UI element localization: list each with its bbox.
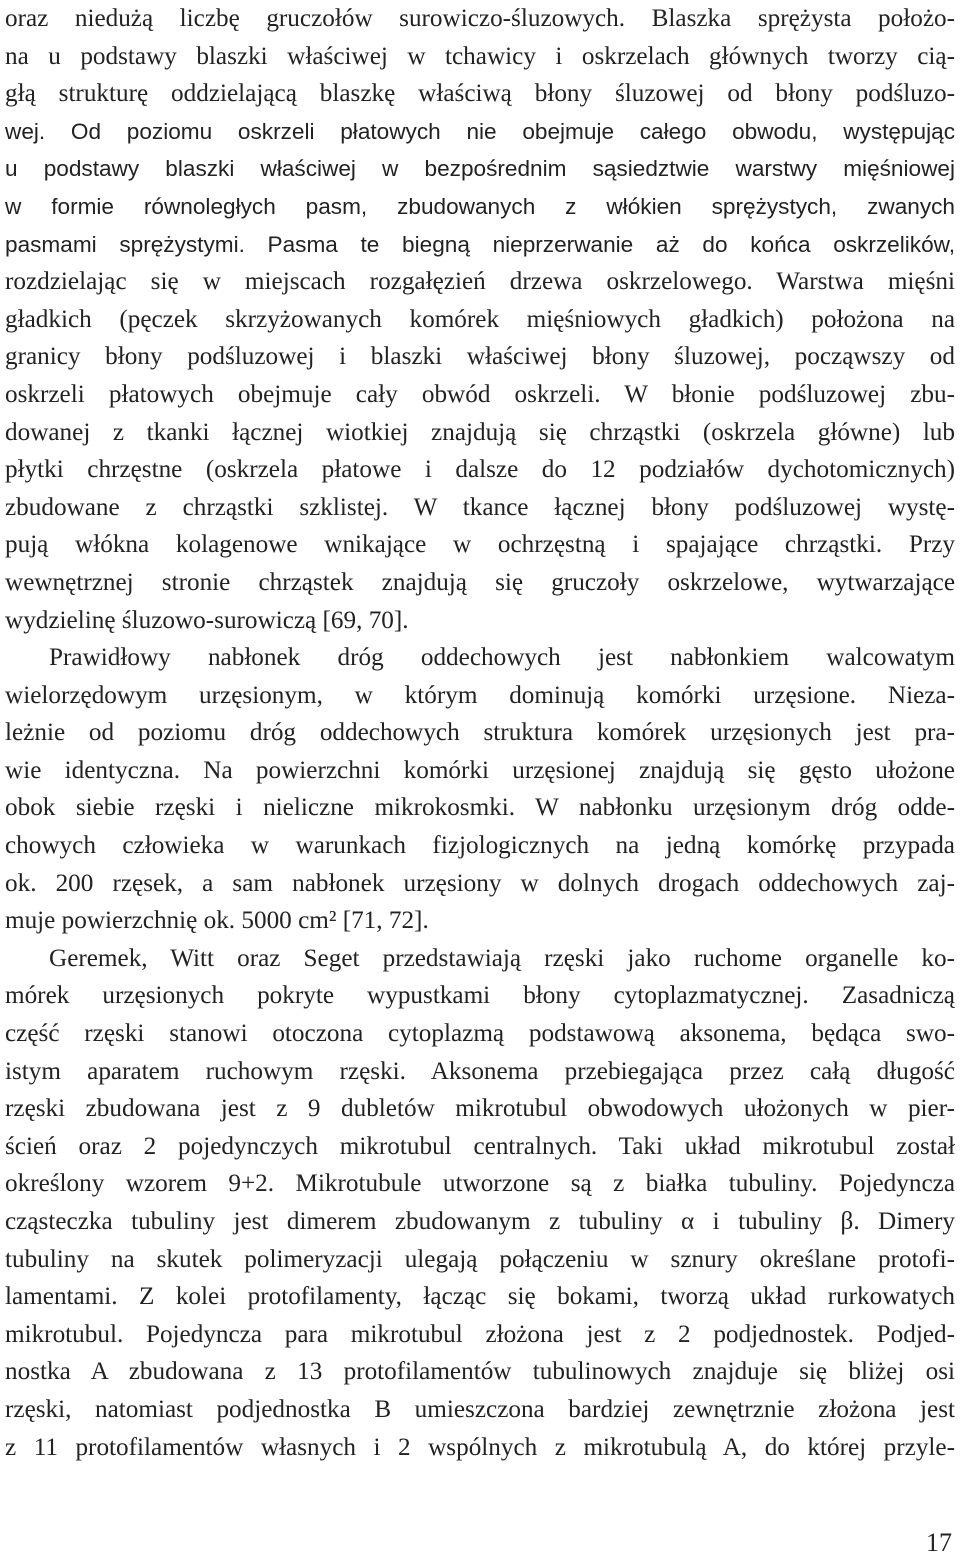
paragraph-1 [5, 0, 955, 639]
page-number: 17 [926, 1528, 952, 1557]
text-line: u podstawy blaszki właściwej w bezpośrednim sąsiedztwie warstwy mięśniowej [5, 156, 955, 182]
text-line: rzęski zbudowana jest z 9 dubletów mikrotubul obwodowych ułożonych w pier- [5, 1095, 955, 1123]
text-line: ok. 200 rzęsek, a sam nabłonek urzęsiony w dolnych drogach oddechowych zaj- [5, 869, 955, 897]
paragraph-2 [5, 639, 955, 940]
text-line: Geremek, Witt oraz Seget przedstawiają rzęski jako ruchome organelle ko- [49, 944, 955, 972]
text-line: głą strukturę oddzielającą blaszkę właściwą błony śluzowej od błony podśluzo- [5, 80, 955, 108]
text-line: nostka A zbudowana z 13 protofilamentów tubulinowych znajduje się bliżej osi [5, 1358, 955, 1386]
text-line: z 11 protofilamentów własnych i 2 wspólnych z mikrotubulą A, do której przyle- [5, 1433, 955, 1461]
paragraph-3 [5, 940, 955, 1466]
text-line: oraz niedużą liczbę gruczołów surowiczo-śluzowych. Blaszka sprężysta położo- [5, 5, 955, 32]
text-line: wewnętrznej stronie chrząstek znajdują się gruczoły oskrzelowe, wytwarzające [5, 568, 955, 596]
text-line: na u podstawy blaszki właściwej w tchawicy i oskrzelach głównych tworzy cią- [5, 42, 955, 70]
text-line: określony wzorem 9+2. Mikrotubule utworzone są z białka tubuliny. Pojedyncza [5, 1170, 955, 1198]
text-line: wydzielinę śluzowo-surowiczą [69, 70]. [5, 606, 409, 634]
text-line: mikrotubul. Pojedyncza para mikrotubul złożona jest z 2 podjednostek. Podjed- [5, 1320, 955, 1348]
text-line: istym aparatem ruchowym rzęski. Aksonema przebiegająca przez całą długość [5, 1057, 955, 1085]
text-line: część rzęski stanowi otoczona cytoplazmą podstawową aksonema, będąca swo- [5, 1020, 955, 1048]
text-line: mórek urzęsionych pokryte wypustkami błony cytoplazmatycznej. Zasadniczą [5, 982, 955, 1010]
text-line: ścień oraz 2 pojedynczych mikrotubul centralnych. Taki układ mikrotubul został [5, 1132, 955, 1160]
text-line: pują włókna kolagenowe wnikające w ochrzęstną i spajające chrząstki. Przy [5, 531, 955, 559]
text-line: płytki chrzęstne (oskrzela płatowe i dalsze do 12 podziałów dychotomicznych) [5, 456, 955, 484]
text-line: wie identyczna. Na powierzchni komórki urzęsionej znajdują się gęsto ułożone [5, 756, 955, 784]
text-line: chowych człowieka w warunkach fizjologicznych na jedną komórkę przypada [5, 832, 955, 860]
text-line: granicy błony podśluzowej i blaszki właściwej błony śluzowej, począwszy od [5, 343, 955, 371]
text-line: dowanej z tkanki łącznej wiotkiej znajdują się chrząstki (oskrzela główne) lub [5, 418, 955, 446]
text-line: leżnie od poziomu dróg oddechowych struktura komórek urzęsionych jest pra- [5, 719, 955, 747]
text-line: zbudowane z chrząstki szklistej. W tkance łącznej błony podśluzowej wystę- [5, 493, 955, 521]
text-line: rzęski, natomiast podjednostka B umieszczona bardziej zewnętrznie złożona jest [5, 1395, 955, 1423]
text-line: cząsteczka tubuliny jest dimerem zbudowanym z tubuliny α i tubuliny β. Dimery [5, 1208, 955, 1235]
text-line: w formie równoległych pasm, zbudowanych z włókien sprężystych, zwanych [5, 193, 955, 219]
text-line: gładkich (pęczek skrzyżowanych komórek mięśniowych gładkich) położona na [5, 305, 955, 333]
text-line: wielorzędowym urzęsionym, w którym dominują komórki urzęsione. Nieza- [5, 681, 955, 709]
text-line: rozdzielając się w miejscach rozgałęzień drzewa oskrzelowego. Warstwa mięśni [5, 268, 955, 296]
text-line: muje powierzchnię ok. 5000 cm² [71, 72]. [5, 907, 429, 935]
body-text [5, 0, 955, 1466]
text-line: lamentami. Z kolei protofilamenty, łącząc się bokami, tworzą układ rurkowatych [5, 1283, 955, 1311]
text-line: wej. Od poziomu oskrzeli płatowych nie obejmuje całego obwodu, występując [5, 118, 955, 144]
text-line: obok siebie rzęski i nieliczne mikrokosmki. W nabłonku urzęsionym dróg odde- [5, 794, 955, 822]
text-line: Prawidłowy nabłonek dróg oddechowych jest nabłonkiem walcowatym [49, 644, 955, 672]
text-line: tubuliny na skutek polimeryzacji ulegają połączeniu w sznury określane protofi- [5, 1245, 955, 1273]
text-line: oskrzeli płatowych obejmuje cały obwód oskrzeli. W błonie podśluzowej zbu- [5, 380, 955, 408]
text-line: pasmami sprężystymi. Pasma te biegną nieprzerwanie aż do końca oskrzelików, [5, 231, 955, 257]
